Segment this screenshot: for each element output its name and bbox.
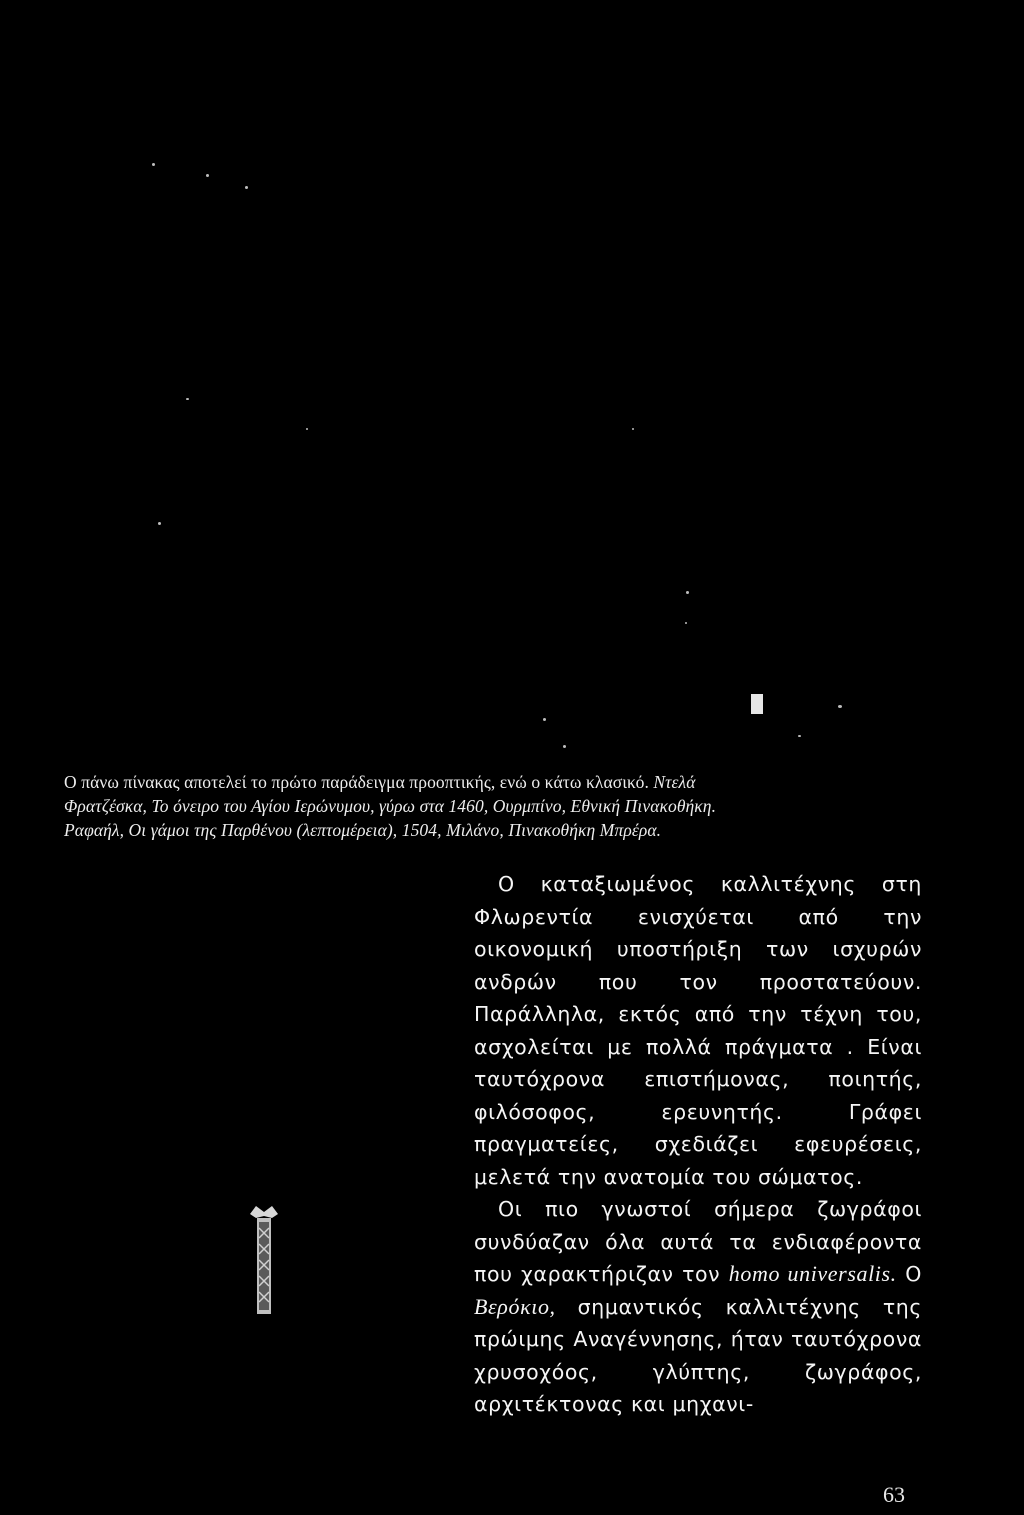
bright-mark bbox=[751, 694, 763, 714]
speck bbox=[685, 622, 687, 624]
speck bbox=[686, 591, 689, 594]
paragraph-1: Ο καταξιωμένος καλλιτέχνης στη Φλωρεντία ενισχύεται από την οικονομική υποστήριξη των ισχυρών ανδρών που τον προστατεύουν. Παράλληλα, εκτός από την τέχνη του, ασχολείται με πολλά πράγματα . Είναι ταυτόχρονα επιστήμονας, ποιητής, φιλόσοφος, ερευνητής. Γράφει πραγματείες, σχεδιάζει εφευρέσεις, μελετά την ανατομία του σώματος. bbox=[474, 872, 922, 1189]
speck bbox=[838, 705, 842, 708]
speck bbox=[186, 398, 189, 400]
paragraph-2-part-b: Ο bbox=[896, 1262, 923, 1286]
speck bbox=[306, 428, 308, 430]
speck bbox=[152, 163, 155, 166]
paragraph-2-part-c: σημαντικός καλλιτέχνης της πρώιμης Αναγέννησης, ήταν ταυτόχρονα χρυσοχόος, γλύπτης, ζωγράφος, αρχιτέκτονας και μηχανι- bbox=[474, 1294, 922, 1416]
homo-universalis-term: homo universalis. bbox=[728, 1261, 897, 1286]
figure-caption bbox=[64, 770, 944, 842]
speck bbox=[206, 174, 209, 177]
speck bbox=[245, 186, 248, 189]
speck bbox=[632, 428, 634, 430]
verrocchio-name: Βερόκιο, bbox=[474, 1293, 556, 1319]
speck bbox=[158, 522, 161, 525]
paragraph-2 bbox=[474, 1193, 922, 1421]
speck bbox=[563, 745, 566, 748]
caption-line3: Ραφαήλ, Οι γάμοι της Παρθένου (λεπτομέρεια), 1504, Μιλάνο, Πινακοθήκη Μπρέρα. bbox=[64, 820, 662, 840]
speck bbox=[543, 718, 546, 721]
paragraph-2-part-a: Οι πιο γνωστοί σήμερα ζωγράφοι συνδύαζαν όλα αυτά τα ενδιαφέροντα που χαρακτήριζαν τον bbox=[474, 1197, 922, 1286]
column-ornament-icon bbox=[246, 1204, 282, 1316]
caption-line1-plain: Ο πάνω πίνακας αποτελεί το πρώτο παράδειγμα προοπτικής, ενώ ο κάτω κλασικό. bbox=[64, 772, 654, 792]
page-number: 63 bbox=[883, 1482, 905, 1507]
caption-line1-italic: Ντελά bbox=[653, 772, 696, 792]
caption-line2: Φρατζέσκα, Το όνειρο του Αγίου Ιερώνυμου, γύρω στα 1460, Ουρμπίνο, Εθνική Πινακοθήκη. bbox=[64, 796, 717, 816]
speck bbox=[798, 735, 801, 737]
body-text bbox=[474, 868, 922, 1421]
